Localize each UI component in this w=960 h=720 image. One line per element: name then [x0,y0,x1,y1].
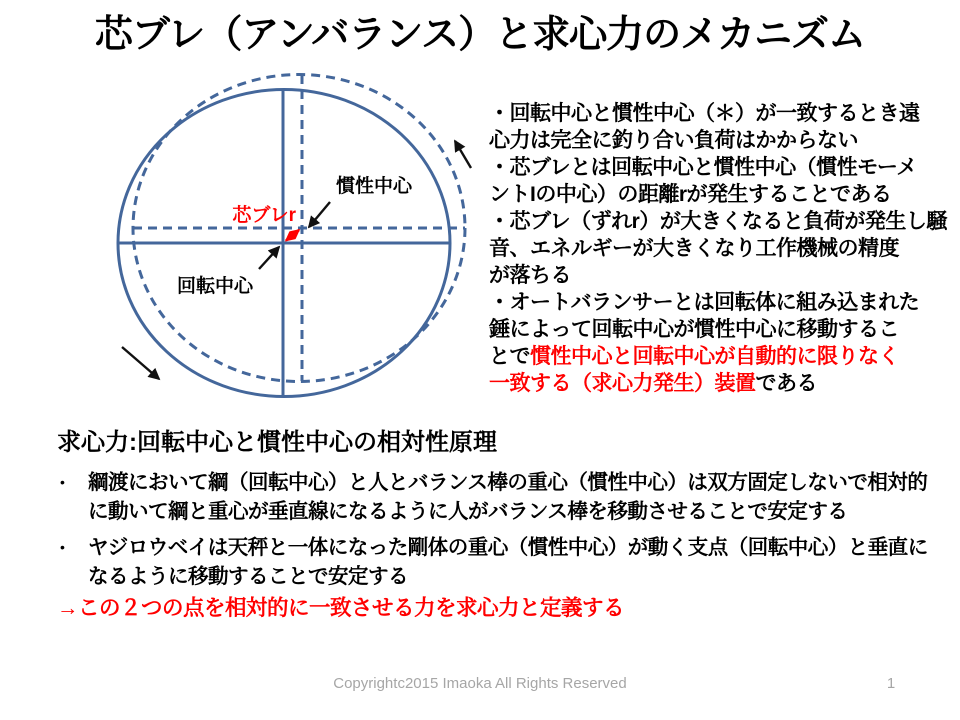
unbalance-diagram [60,70,480,410]
body-text: 音、エネルギーが大きくなり工作機械の精度 [489,237,899,260]
mechanism-line [489,235,955,262]
bullet-text: ヤジロウベイは天秤と一体になった剛体の重心（慣性中心）が動く支点（回転中心）と垂直になるように移動することで安定する [88,536,928,588]
inertia-center-pointer-arrow [309,202,330,227]
bullet-marker: • [60,539,65,555]
rotation-center-label: 回転中心 [177,276,254,297]
bullet-marker: • [60,474,65,490]
body-text: 錘によって回転中心が慣性中心に移動するこ [489,318,899,341]
rotation-arrow-top-right [455,141,471,168]
mechanism-line [489,370,955,397]
mechanism-line [489,127,955,154]
rotation-arrow-bottom-left [122,347,159,379]
body-text: 心力は完全に釣り合い負荷はかからない [489,129,858,152]
body-text: とで [489,345,530,368]
rotation-center-pointer-arrow [259,247,279,269]
mechanism-line [489,100,955,127]
body-text: が落ちる [489,264,571,287]
body-text: ・オートバランサーとは回転体に組み込まれた [489,291,920,314]
body-text: である [755,372,817,395]
page-number: 1 [886,675,896,692]
slide-title: 芯ブレ（アンバランス）と求心力のメカニズム [94,14,866,56]
mechanism-line [489,208,955,235]
mechanism-line [489,181,955,208]
mechanism-line [489,343,955,370]
bullet-item [60,468,940,526]
runout-label: 芯ブレr [232,205,296,226]
body-text: ・芯ブレとは回転中心と慣性中心（慣性モーメ [489,156,917,179]
highlighted-text: 一致する（求心力発生）装置 [489,372,756,395]
highlighted-text: 慣性中心と回転中心が自動的に限りなく [530,345,899,368]
bullet-list [60,468,940,598]
body-text: ントIの中心）の距離rが発生することである [489,183,892,206]
runout-double-arrow [286,230,299,241]
mechanism-line [489,289,955,316]
mechanism-line [489,316,955,343]
inertia-center-label: 慣性中心 [336,176,413,197]
bullet-text: 綱渡において綱（回転中心）と人とバランス棒の重心（慣性中心）は双方固定しないで相対的に動いて綱と重心が垂直線になるように人がバランス棒を移動させることで安定する [88,471,928,523]
mechanism-line [489,154,955,181]
body-text: ・芯ブレ（ずれr）が大きくなると負荷が発生し騒 [489,210,947,233]
centripetal-definition: →この２つの点を相対的に一致させる力を求心力と定義する [57,596,625,620]
bullet-item [60,533,940,591]
copyright-text: Copyrightc2015 Imaoka All Rights Reserved [333,675,627,692]
mechanism-line [489,262,955,289]
body-text: ・回転中心と慣性中心（＊）が一致するとき遠 [489,102,920,125]
mechanism-text [489,100,955,397]
section-heading: 求心力:回転中心と慣性中心の相対性原理 [57,429,497,456]
